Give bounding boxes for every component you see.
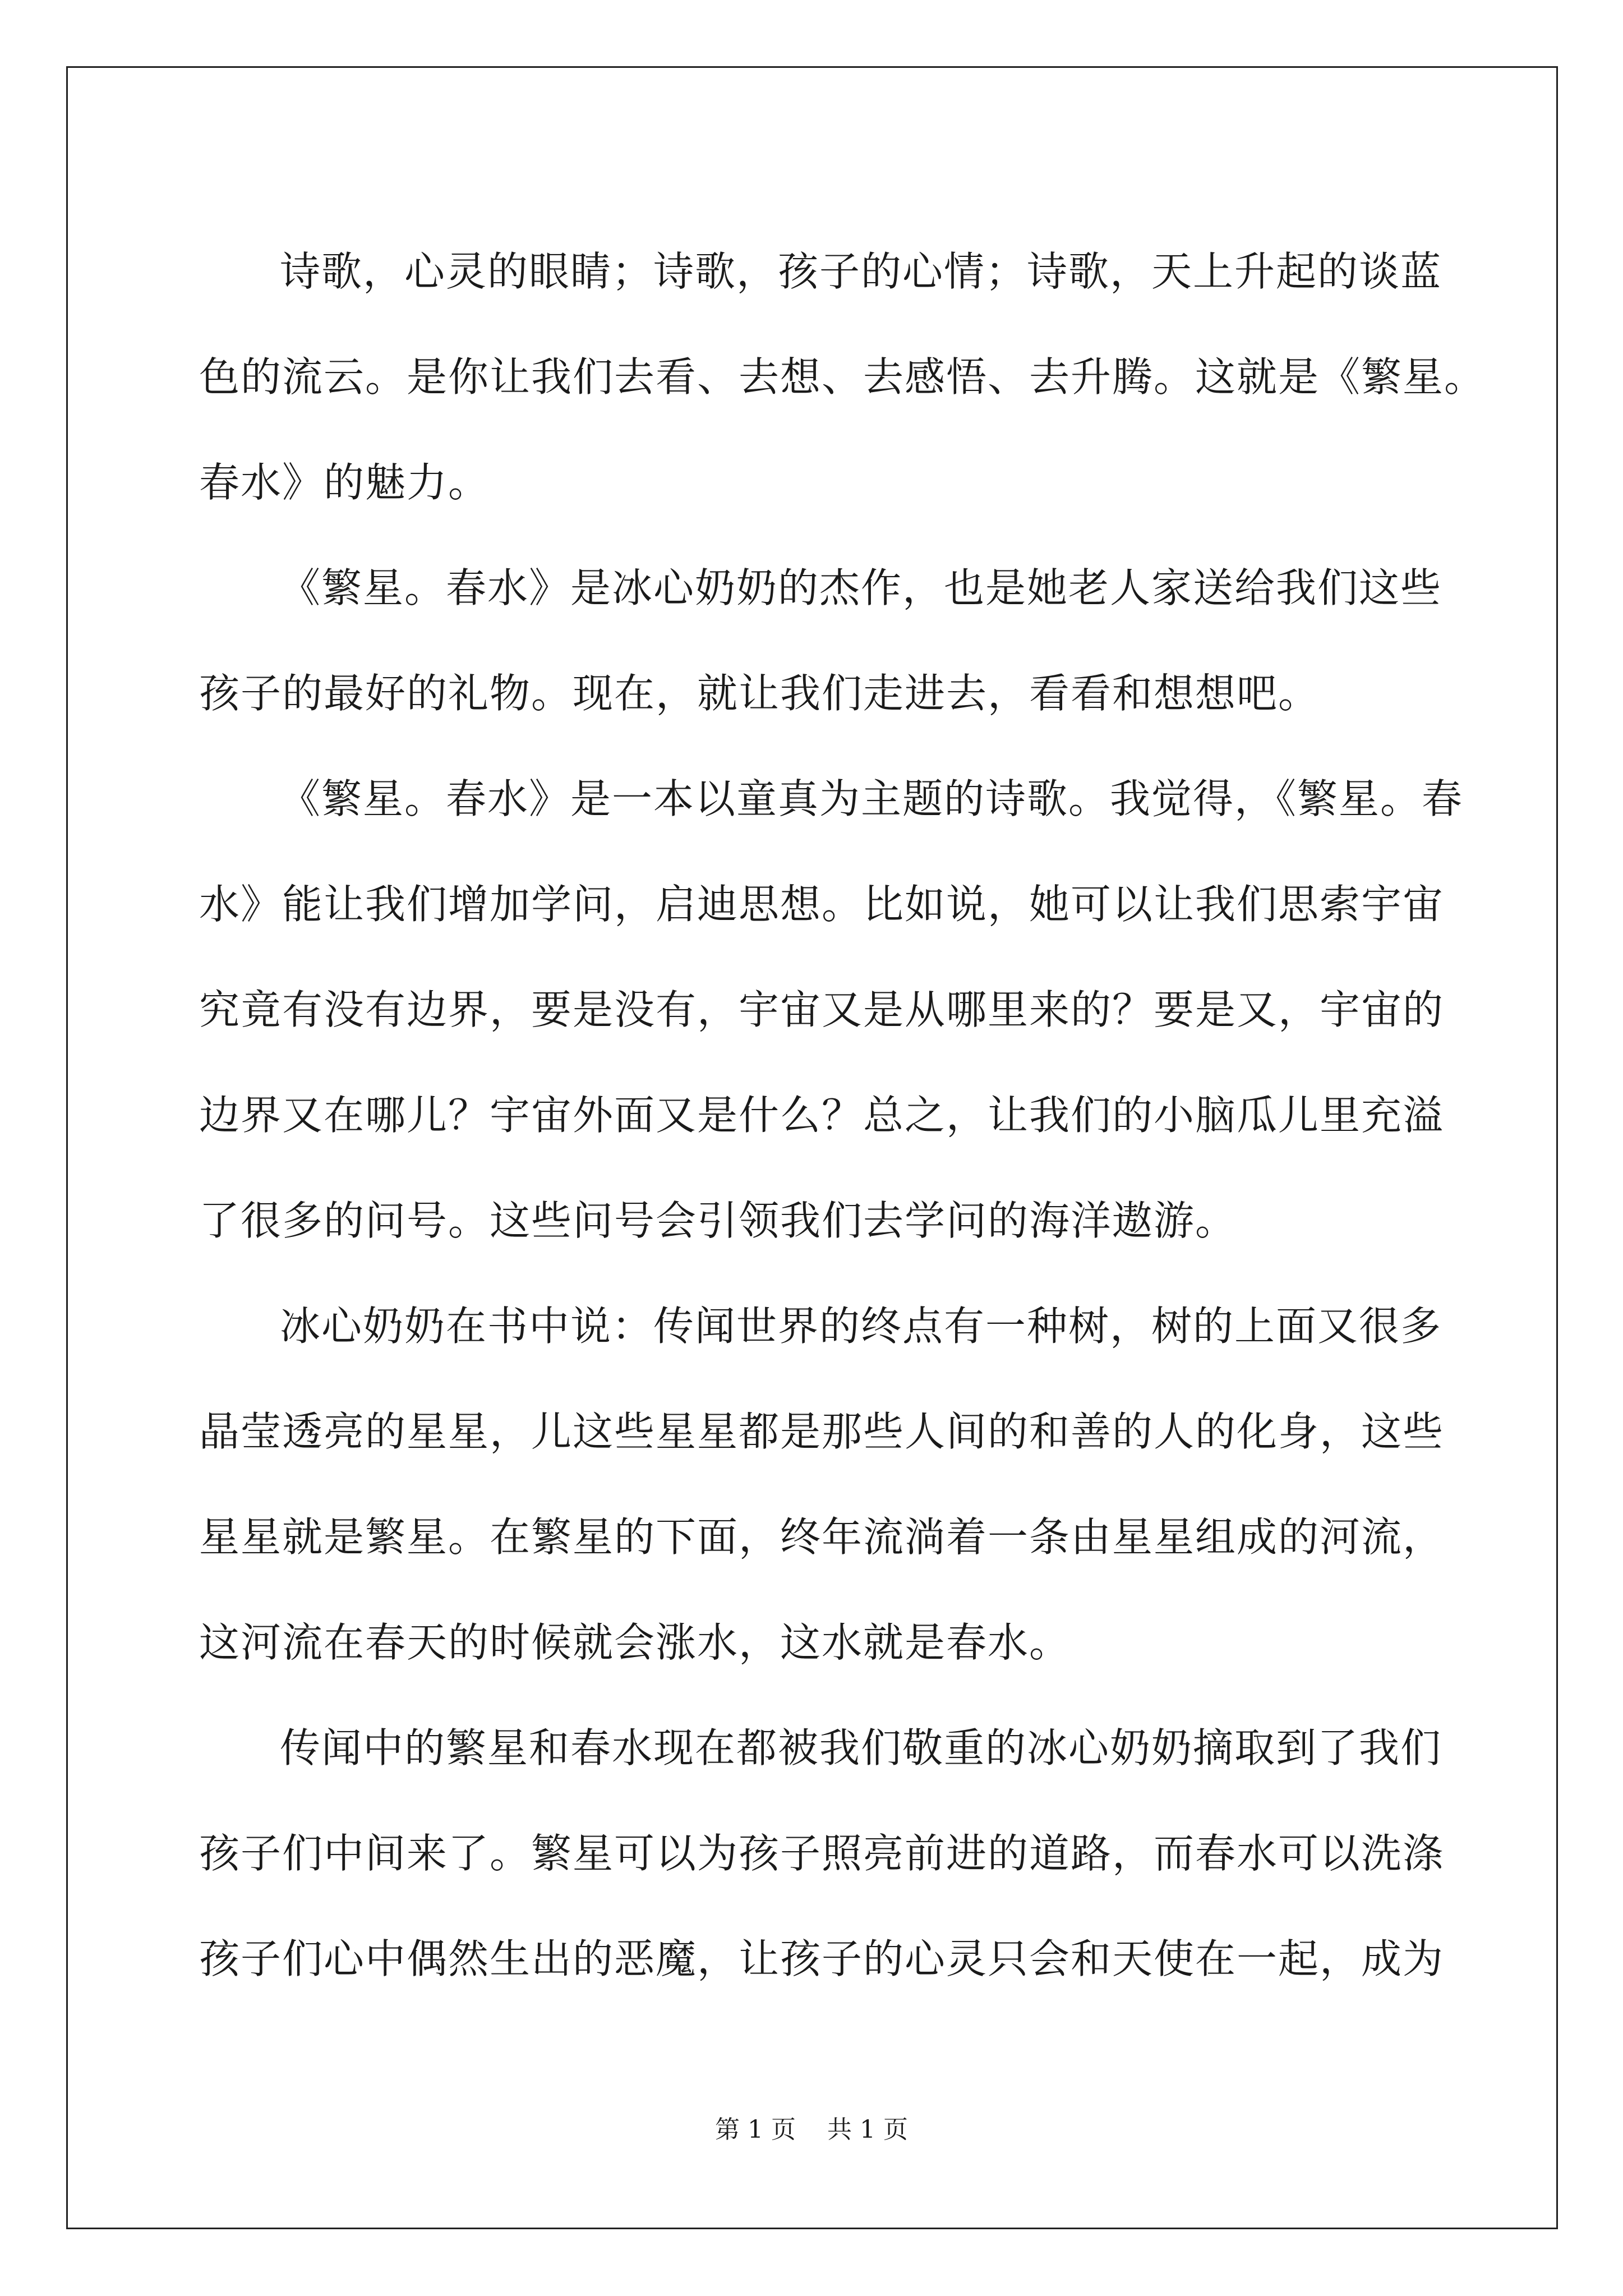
paragraph-1-line-3: 春水》的魅力。 bbox=[199, 459, 490, 506]
paragraph-5-line-3: 孩子们心中偶然生出的恶魔，让孩子的心灵只会和天使在一起，成为 bbox=[199, 1935, 1445, 1982]
paragraph-4-line-1: 冰心奶奶在书中说：传闻世界的终点有一种树，树的上面又很多 bbox=[280, 1303, 1442, 1350]
paragraph-3 bbox=[199, 746, 1464, 1273]
paragraph-5-line-1: 传闻中的繁星和春水现在都被我们敬重的冰心奶奶摘取到了我们 bbox=[280, 1724, 1442, 1772]
paragraph-1 bbox=[199, 219, 1486, 535]
paragraph-4-line-4: 这河流在春天的时候就会涨水，这水就是春水。 bbox=[199, 1619, 1071, 1666]
paragraph-1-line-1: 诗歌，心灵的眼睛；诗歌，孩子的心情；诗歌，天上升起的谈蓝 bbox=[280, 248, 1442, 295]
paragraph-3-line-1: 《繁星。春水》是一本以童真为主题的诗歌。我觉得，《繁星。春 bbox=[280, 775, 1464, 822]
paragraph-3-line-4: 边界又在哪儿？宇宙外面又是什么？总之，让我们的小脑瓜儿里充溢 bbox=[199, 1092, 1445, 1139]
paragraph-3-line-5: 了很多的问号。这些问号会引领我们去学问的海洋遨游。 bbox=[199, 1197, 1237, 1244]
paragraph-2-line-2: 孩子的最好的礼物。现在，就让我们走进去，看看和想想吧。 bbox=[199, 670, 1320, 717]
paragraph-2 bbox=[199, 535, 1442, 746]
page-total: 共 1 页 bbox=[827, 2115, 908, 2144]
page-footer bbox=[0, 2109, 1623, 2145]
paragraph-5-line-2: 孩子们中间来了。繁星可以为孩子照亮前进的道路，而春水可以洗涤 bbox=[199, 1830, 1445, 1877]
paragraph-1-line-2: 色的流云。是你让我们去看、去想、去感悟、去升腾。这就是《繁星。 bbox=[199, 353, 1486, 401]
paragraph-5 bbox=[199, 1695, 1445, 2012]
paragraph-3-line-3: 究竟有没有边界，要是没有，宇宙又是从哪里来的？要是又，宇宙的 bbox=[199, 986, 1445, 1033]
paragraph-4-line-3: 星星就是繁星。在繁星的下面，终年流淌着一条由星星组成的河流， bbox=[199, 1513, 1445, 1561]
page-number: 第 1 页 bbox=[715, 2115, 796, 2144]
paragraph-4 bbox=[199, 1273, 1445, 1695]
document-body bbox=[199, 219, 1486, 2012]
paragraph-2-line-1: 《繁星。春水》是冰心奶奶的杰作，也是她老人家送给我们这些 bbox=[280, 564, 1442, 611]
paragraph-3-line-2: 水》能让我们增加学问，启迪思想。比如说，她可以让我们思索宇宙 bbox=[199, 881, 1445, 928]
paragraph-4-line-2: 晶莹透亮的星星，儿这些星星都是那些人间的和善的人的化身，这些 bbox=[199, 1408, 1445, 1455]
